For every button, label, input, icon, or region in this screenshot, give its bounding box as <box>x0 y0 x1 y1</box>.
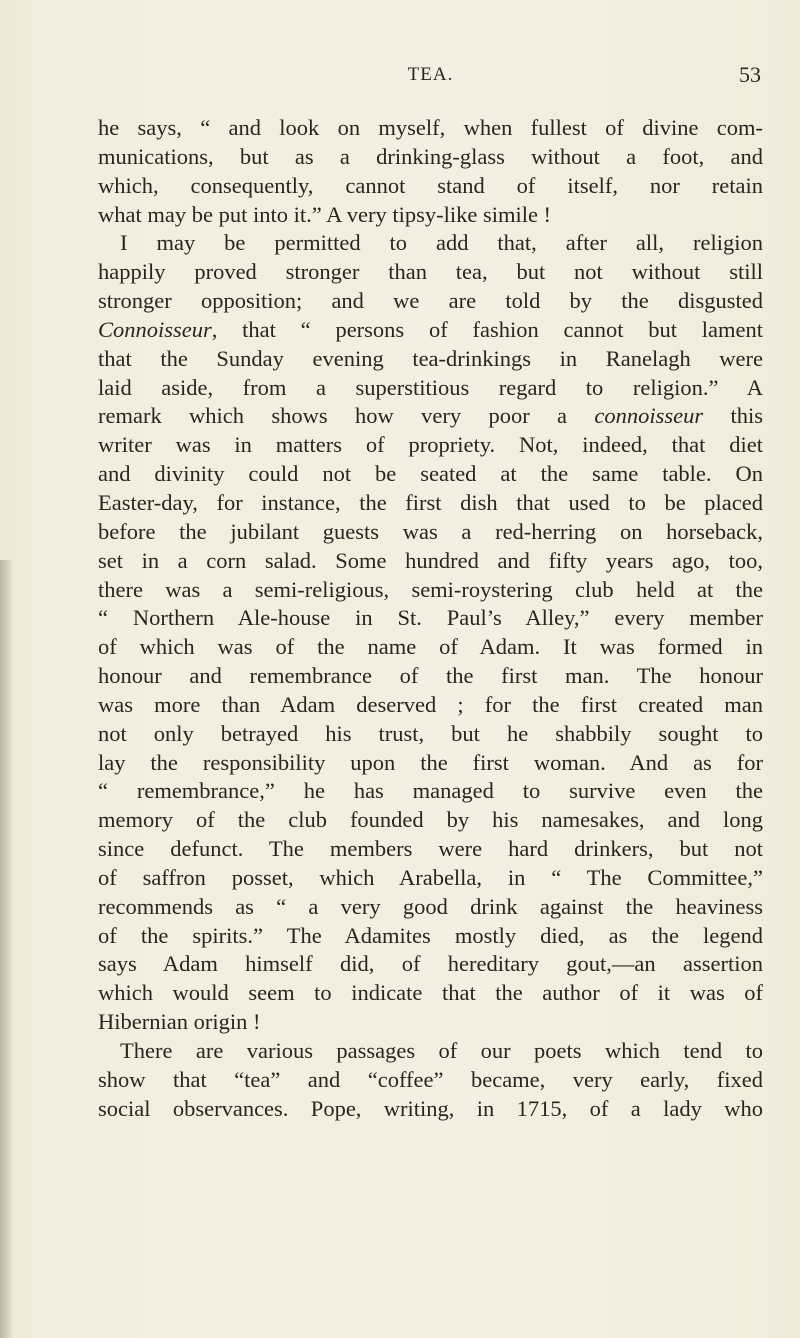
text-line: since defunct. The members were hard drinkers, but not <box>98 836 763 862</box>
text-line: of saffron posset, which Arabella, in “ The Committee,” <box>98 864 763 890</box>
text-line: lay the responsibility upon the first woman. And as for <box>98 749 763 775</box>
text-line: memory of the club founded by his namesakes, and long <box>98 807 763 833</box>
text-line: which would seem to indicate that the author of it was of <box>98 980 763 1006</box>
body-text <box>98 114 763 1124</box>
italic-term: Connoisseur <box>98 316 212 342</box>
text-line: happily proved stronger than tea, but not without still <box>98 259 763 285</box>
text-line: set in a corn salad. Some hundred and fifty years ago, too, <box>98 547 763 573</box>
text-line: “ Northern Ale-house in St. Paul’s Alley,” every member <box>98 605 763 631</box>
text-line: show that “tea” and “coffee” became, very early, fixed <box>98 1066 763 1092</box>
running-head: TEA. <box>407 64 454 85</box>
text-line: honour and remembrance of the first man. The honour <box>98 663 763 689</box>
text-line: Hibernian origin ! <box>98 1009 261 1035</box>
page-header <box>98 62 763 92</box>
text-line: was more than Adam deserved ; for the first created man <box>98 691 763 717</box>
text-line: of the spirits.” The Adamites mostly died, as the legend <box>98 922 763 948</box>
text-line: before the jubilant guests was a red-herring on horseback, <box>98 518 763 544</box>
page-number: 53 <box>739 62 761 87</box>
text-line: Connoisseur, that “ persons of fashion cannot but lament <box>98 316 763 342</box>
binding-shadow <box>0 560 14 1338</box>
text-line: remark which shows how very poor a connoisseur this <box>98 403 764 429</box>
text-line: Easter-day, for instance, the first dish that used to be placed <box>98 489 763 515</box>
text-line: not only betrayed his trust, but he shabbily sought to <box>98 720 763 746</box>
text-line: there was a semi-religious, semi-roystering club held at the <box>98 576 763 602</box>
text-line: social observances. Pope, writing, in 1715, of a lady who <box>98 1095 763 1121</box>
text-line: recommends as “ a very good drink against the heaviness <box>98 893 763 919</box>
text-line: “ remembrance,” he has managed to survive even the <box>98 778 763 804</box>
text-line: that the Sunday evening tea-drinkings in Ranelagh were <box>98 345 763 371</box>
text-line: laid aside, from a superstitious regard to religion.” A <box>98 374 763 400</box>
text-line: writer was in matters of propriety. Not, indeed, that diet <box>98 432 763 458</box>
italic-term: connoisseur <box>594 403 704 429</box>
text-line: There are various passages of our poets which tend to <box>120 1038 763 1063</box>
text-line: and divinity could not be seated at the same table. On <box>98 461 763 487</box>
text-line: what may be put into it.” A very tipsy-like simile ! <box>98 201 552 227</box>
text-line: I may be permitted to add that, after all, religion <box>120 230 763 256</box>
text-line: stronger opposition; and we are told by the disgusted <box>98 288 763 314</box>
text-line: munications, but as a drinking-glass without a foot, and <box>98 143 763 169</box>
text-line: which, consequently, cannot stand of itself, nor retain <box>98 172 763 198</box>
text-line: of which was of the name of Adam. It was formed in <box>98 634 763 660</box>
text-line: he says, “ and look on myself, when fullest of divine com- <box>98 115 763 140</box>
text-line: says Adam himself did, of hereditary gout,—an assertion <box>98 951 763 977</box>
